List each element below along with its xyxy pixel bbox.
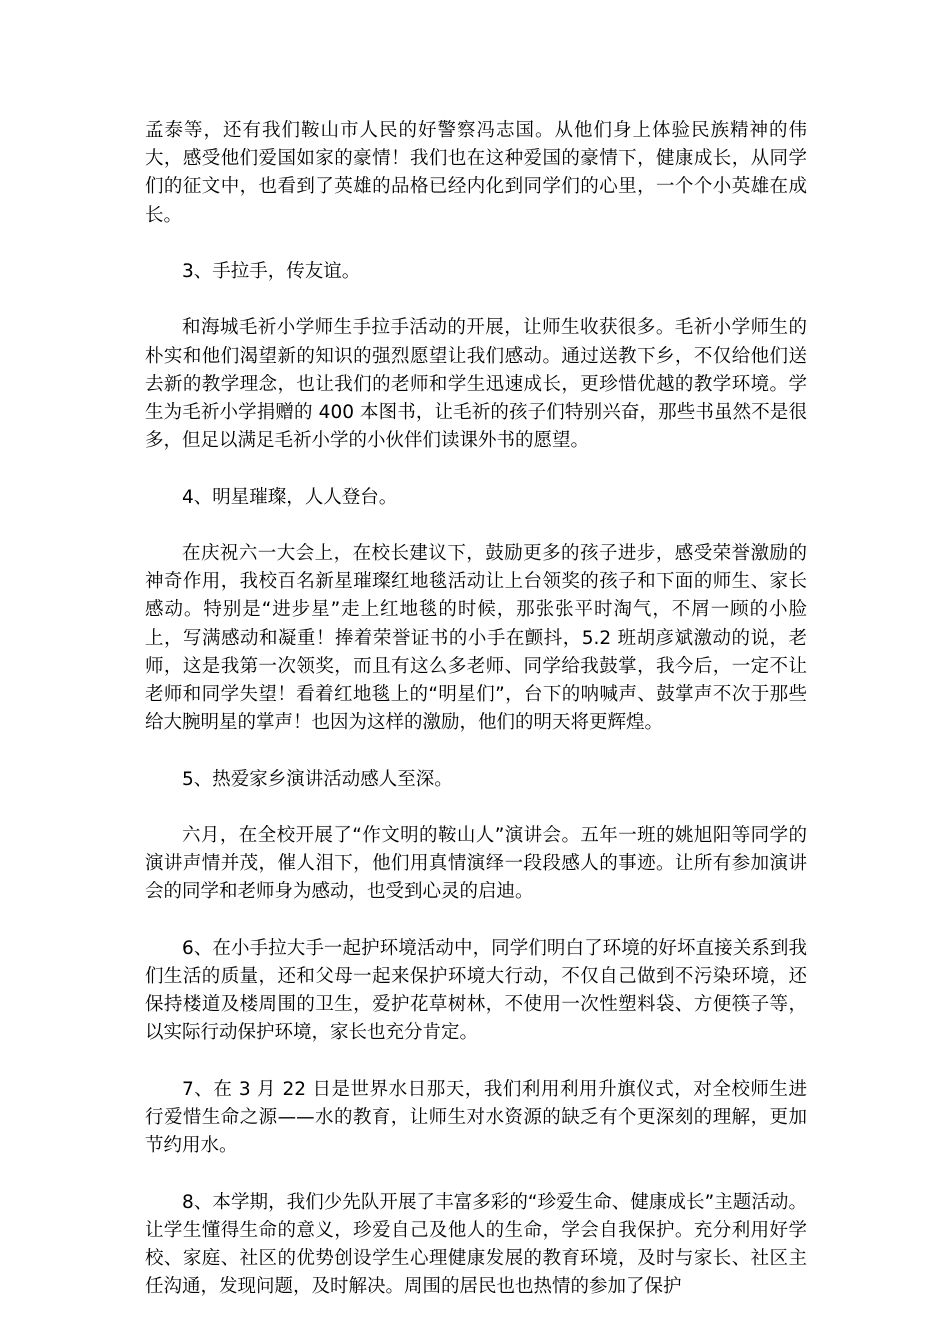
- paragraph-continued: 孟泰等，还有我们鞍山市人民的好警察冯志国。从他们身上体验民族精神的伟大，感受他们爱国如家的豪情！我们也在这种爱国的豪情下，健康成长，从同学们的征文中，也看到了英雄的品格已经内化到同学们的心里，一个个小英雄在成长。: [145, 120, 807, 226]
- paragraph-speech-contest: 六月，在全校开展了“作文明的鞍山人”演讲会。五年一班的姚旭阳等同学的演讲声情并茂，催人泪下，他们用真情演绎一段段感人的事迹。让所有参加演讲会的同学和老师身为感动，也受到心灵的启迪。: [145, 824, 807, 903]
- section-heading-3: 3、手拉手，传友谊。: [182, 261, 361, 282]
- document-page: [145, 117, 807, 1301]
- paragraph-item-8: 8、本学期，我们少先队开展了丰富多彩的“珍爱生命、健康成长”主题活动。让学生懂得生命的意义，珍爱自己及他人的生命，学会自我保护。充分利用好学校、家庭、社区的优势创设学生心理健康发展的教育环境，及时与家长、社区主任沟通，发现问题，及时解决。周围的居民也也热情的参加了保护: [145, 1191, 807, 1298]
- paragraph-item-6: 6、在小手拉大手一起护环境活动中，同学们明白了环境的好坏直接关系到我们生活的质量，还和父母一起来保护环境大行动，不仅自己做到不污染环境，还保持楼道及楼周围的卫生，爱护花草树林，不使用一次性塑料袋、方便筷子等，以实际行动保护环境，家长也充分肯定。: [145, 937, 807, 1044]
- paragraph-children-day: 在庆祝六一大会上，在校长建议下，鼓励更多的孩子进步，感受荣誉激励的神奇作用，我校百名新星璀璨红地毯活动让上台领奖的孩子和下面的师生、家长感动。特别是“进步星”走上红地毯的时候，那张张平时淘气，不屑一顾的小脸上，写满感动和凝重！捧着荣誉证书的小手在颤抖，5.2 班胡彦斌激动的说，老师，这是我第一次领奖，而且有这么多老师、同学给我鼓掌，我今后，一定不让老师和同学失望！看着红地毯上的“明星们”，台下的呐喊声、鼓掌声不次于那些给大腕明星的掌声！也因为这样的激励，他们的明天将更辉煌。: [145, 542, 807, 734]
- section-heading-4: 4、明星璀璨，人人登台。: [182, 486, 398, 508]
- section-heading-5: 5、热爱家乡演讲活动感人至深。: [182, 768, 453, 790]
- paragraph-haicheng-exchange: 和海城毛祈小学师生手拉手活动的开展，让师生收获很多。毛祈小学师生的朴实和他们渴望新的知识的强烈愿望让我们感动。通过送教下乡，不仅给他们送去新的教学理念，也让我们的老师和学生迅速成长，更珍惜优越的教学环境。学生为毛祈小学捐赠的 400 本图书，让毛祈的孩子们特别兴奋，那些书虽然不是很多，但足以满足毛祈小学的小伙伴们读课外书的愿望。: [145, 317, 807, 452]
- paragraph-item-7: 7、在 3 月 22 日是世界水日那天，我们利用利用升旗仪式，对全校师生进行爱惜生命之源——水的教育，让师生对水资源的缺乏有个更深刻的理解，更加节约用水。: [145, 1078, 807, 1157]
